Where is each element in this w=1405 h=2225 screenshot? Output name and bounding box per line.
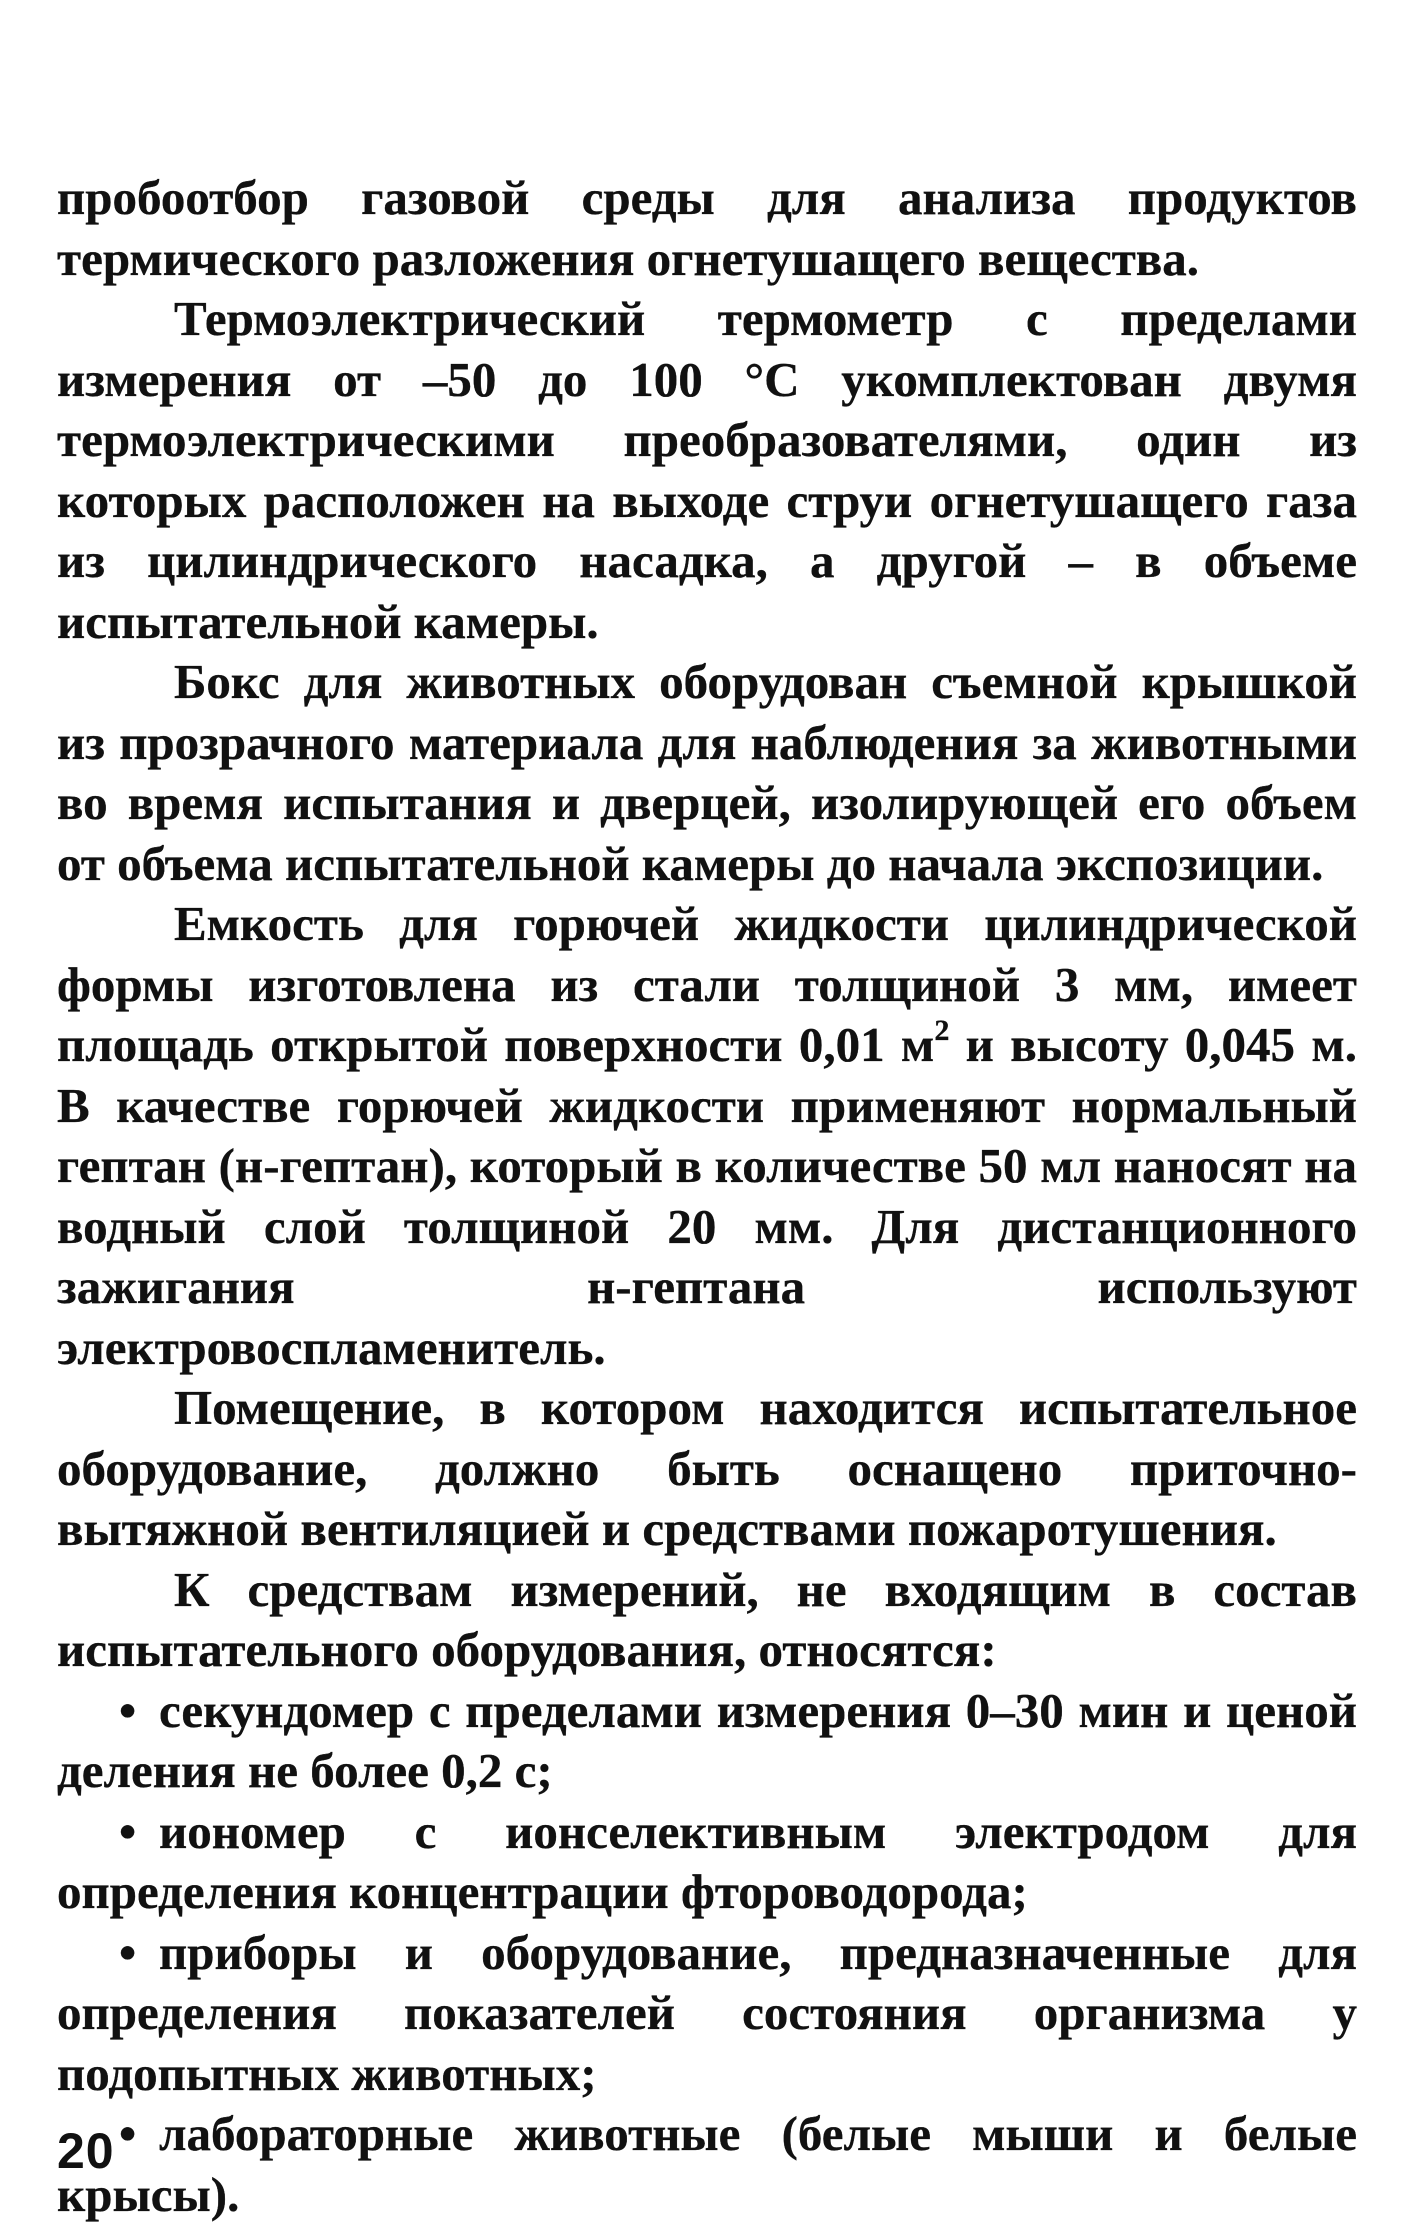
paragraph-5: Помещение, в котором находится испытательное оборудование, должно быть оснащено приточно-вытяжной вентиляцией и средствами пожаротушения. [57,1380,1357,1556]
paragraph-2: Термоэлектрический термометр с пределами измерения от –50 до 100 °С укомплектован двумя термоэлектрическими преобразователями, один из которых расположен на выходе струи огнетушащего газа из цилиндрического насадка, а другой – в объеме испытательной камеры. [57,291,1357,649]
page-body [57,168,1357,2225]
paragraph-6: К средствам измерений, не входящим в состав испытательного оборудования, относятся: [57,1561,1357,1677]
paragraph-4 [57,894,1357,1378]
list-item [57,1681,1357,1802]
superscript-2: 2 [934,1013,950,1047]
page-number: 20 [57,2123,115,2179]
bullet-icon: • [119,1803,137,1859]
list-item-text: секундомер с пределами измерения 0–30 мин и ценой деления не более 0,2 с; [57,1682,1357,1798]
list-item-text: приборы и оборудование, предназначенные для определения показателей состояния организма у подопытных животных; [57,1924,1357,2101]
paragraph-1: пробоотбор газовой среды для анализа продуктов термического разложения огнетушащего вещества. [57,170,1357,286]
bullet-icon: • [119,1924,137,1980]
paragraph-4-part-1: Емкость для горючей жидкости цилиндрической формы изготовлена из стали толщиной 3 мм, имеет площадь открытой поверхности 0,01 м [57,896,1357,1072]
list-item-text: иономер с ионселективным электродом для определения концентрации фтороводорода; [57,1803,1357,1919]
bullet-icon: • [119,2106,137,2161]
list-item [57,1923,1357,2105]
list-item-text: лабораторные животные (белые мыши и белые крысы). [57,2106,1357,2222]
list-item [57,1802,1357,1923]
paragraph-4-part-2: и высоту 0,045 м. В качестве горючей жидкости применяют нормальный гептан (н-гептан), который в количестве 50 мл наносят на водный слой толщиной 20 мм. Для дистанционного зажигания н-гептана используют электровоспламенитель. [57,1017,1358,1375]
list-item [57,2104,1357,2225]
paragraph-3: Бокс для животных оборудован съемной крышкой из прозрачного материала для наблюдения за животными во время испытания и дверцей, изолирующей его объем от объема испытательной камеры до начала экспозиции. [57,654,1357,891]
bullet-icon: • [119,1682,137,1738]
